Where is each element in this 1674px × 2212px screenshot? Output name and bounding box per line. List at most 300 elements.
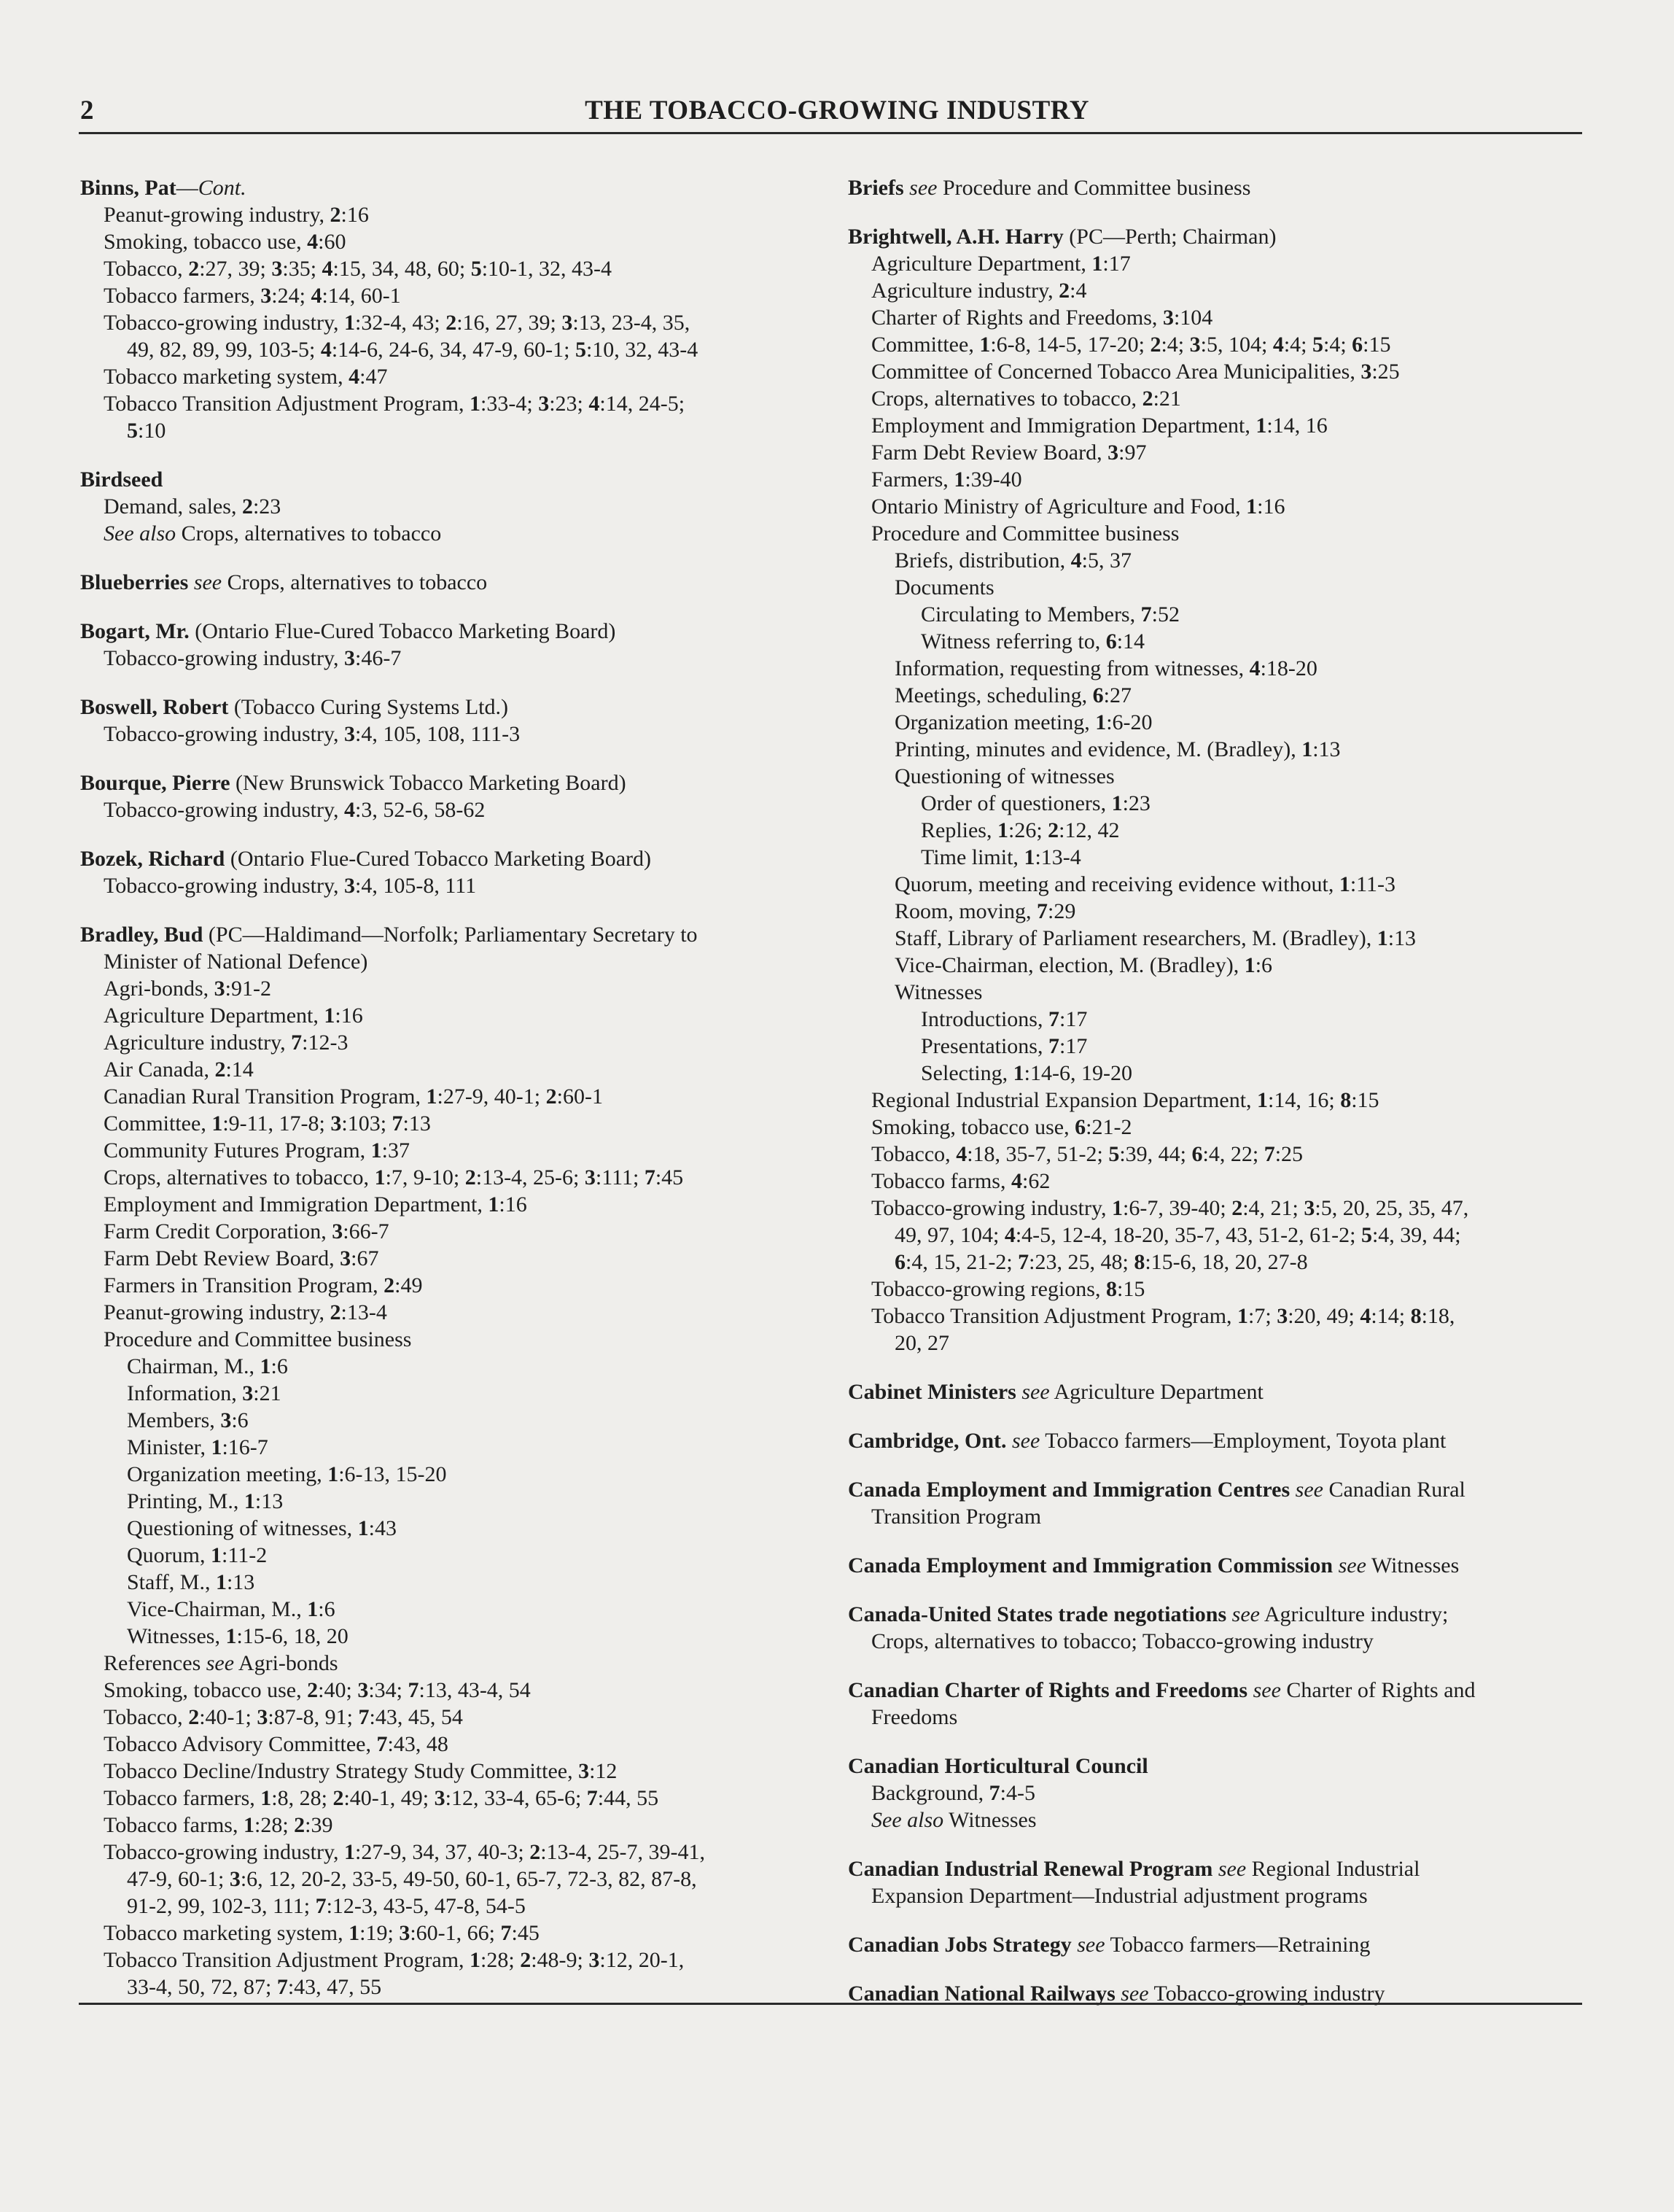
text-run: :111; [595,1165,645,1190]
index-subentry-line [80,1596,831,1623]
text-run: :6 [318,1597,335,1621]
index-subentry-line [848,1168,1584,1195]
text-run: :39, 44; [1119,1142,1192,1166]
text-run: Tobacco-growing industry, [104,798,345,822]
bold-text: Cambridge, Ont. [848,1429,1007,1453]
index-subentry-line [848,493,1584,520]
index-subentry-line [848,1276,1584,1303]
text-run: — [176,176,198,200]
index-entry [80,694,831,748]
text-run: :14 [225,1058,254,1082]
bold-text: 3 [220,1408,232,1432]
index-subentry-line [80,1191,831,1218]
text-run: :49 [394,1273,423,1297]
index-subentry-line [80,1515,831,1542]
index-subentry-line [848,655,1584,682]
index-subentry-line [80,336,831,363]
index-subentry-line [80,1623,831,1650]
index-subentry-line [848,979,1584,1006]
bold-text: 3 [1107,441,1119,465]
text-run: Tobacco-growing industry, [104,646,345,670]
index-entry [80,769,831,823]
index-subentry-line [848,547,1584,574]
text-run: Tobacco farmers, [104,284,261,308]
bold-text: 1 [244,1489,255,1513]
bold-text: 8 [1105,1277,1117,1301]
index-subentry-line [848,1882,1584,1909]
index-subentry-line [80,1029,831,1056]
index-subentry-line [848,1330,1584,1357]
index-subentry-line [848,790,1584,817]
text-run: Farmers in Transition Program, [104,1273,384,1297]
text-run: :4-5, 12-4, 18-20, 35-7, 43, 51-2, 61-2; [1015,1223,1361,1247]
index-subentry-line [80,201,831,228]
text-run: :16 [335,1004,363,1028]
bold-text: 1 [1237,1304,1249,1328]
text-run: :35; [282,257,322,281]
bold-text: 7 [376,1732,388,1756]
text-run: :34; [368,1678,408,1702]
text-run: Order of questioners, [921,791,1112,815]
text-run: :66-7 [343,1219,389,1243]
text-run: Room, moving, [895,899,1038,923]
text-run: 47-9, 60-1; [127,1867,230,1891]
text-run: :23; [549,392,589,416]
index-subentry-line [848,709,1584,736]
bold-text: 1 [307,1597,319,1621]
index-subentry-line [848,925,1584,952]
text-run: :12-3, 43-5, 47-8, 54-5 [326,1894,526,1918]
text-run: :12, 20-1, [599,1948,685,1972]
index-subentry-line [848,1114,1584,1141]
index-subentry-line [80,1461,831,1488]
text-run: Smoking, tobacco use, [104,230,308,254]
bold-text: Canada Employment and Immigration Centres [848,1478,1290,1502]
text-run: Tobacco-growing industry, [104,874,345,898]
bold-text: 7 [1048,1007,1059,1031]
bold-text: 3 [1304,1196,1315,1220]
bold-text: 3 [1277,1304,1288,1328]
index-subentry-line [848,898,1584,925]
bold-text: 4 [1249,656,1261,680]
text-run: Tobacco Transition Adjustment Program, [871,1304,1238,1328]
index-subentry-line [80,1758,831,1785]
bold-text: 1 [324,1004,335,1028]
index-entry [848,1378,1584,1405]
text-run: Briefs, distribution, [895,548,1071,573]
text-run: :26; [1008,818,1048,842]
text-run: :14, 60-1 [322,284,401,308]
bold-text: 7 [291,1031,303,1055]
text-run: Printing, M., [127,1489,244,1513]
text-run: Tobacco marketing system, [104,1921,349,1945]
bold-text: 7 [586,1786,598,1810]
text-run: Witnesses, [127,1624,226,1648]
bold-text: 2 [214,1058,226,1082]
index-heading-line [80,694,831,721]
index-subentry-line [848,466,1584,493]
index-subentry-line [848,1087,1584,1114]
text-run: :16 [340,203,369,227]
text-run: :46-7 [355,646,402,670]
text-run: Tobacco-growing industry [1148,1982,1385,2006]
bold-text: 4 [1360,1304,1371,1328]
text-run: Time limit, [921,845,1024,869]
bold-text: 1 [344,311,356,335]
bold-text: Canadian National Railways [848,1982,1116,2006]
text-run: :21 [253,1381,281,1405]
index-subentry-line [80,1542,831,1569]
bold-text: 1 [211,1111,223,1136]
text-run: Tobacco-growing regions, [871,1277,1106,1301]
text-run: :39 [305,1813,333,1837]
bold-text: 1 [488,1192,499,1216]
text-run: (Tobacco Curing Systems Ltd.) [228,695,508,719]
text-run: Canadian Rural Transition Program, [104,1084,427,1109]
text-run: :15, 34, 48, 60; [332,257,471,281]
text-run: Committee of Concerned Tobacco Area Municipalities, [871,360,1361,384]
text-run: Circulating to Members, [921,602,1141,626]
text-run: :40-1, 49; [343,1786,435,1810]
bold-text: 3 [344,646,356,670]
bold-text: Bogart, Mr. [80,619,190,643]
bold-text: 1 [1244,953,1256,977]
text-run: Witness referring to, [921,629,1106,653]
bold-text: 3 [332,1219,343,1243]
index-subentry-line [80,1812,831,1839]
index-subentry-line [80,645,831,672]
bold-text: 6 [1075,1115,1086,1139]
text-run: Replies, [921,818,997,842]
bold-text: 1 [1339,872,1350,896]
bold-text: 1 [344,1840,356,1864]
index-subentry-line [80,872,831,899]
text-run: Selecting, [921,1061,1013,1085]
index-heading-line [80,845,831,872]
text-run: Minister, [127,1435,211,1459]
text-run: :13, 23-4, 35, [572,311,690,335]
text-run: :5, 37 [1081,548,1132,573]
index-subentry-line [80,1002,831,1029]
index-heading-line [848,1476,1584,1503]
text-run: Freedoms [871,1705,958,1729]
bold-text: 4 [320,338,332,362]
text-run: :60 [318,230,346,254]
bold-text: 1 [470,392,481,416]
text-run: :44, 55 [597,1786,659,1810]
text-run: :5, 20, 25, 35, 47, [1315,1196,1469,1220]
text-run: Farm Credit Corporation, [104,1219,332,1243]
bold-text: 7 [1264,1142,1275,1166]
bold-text: 6 [1105,629,1117,653]
header-rule [79,132,1582,134]
text-run: :21 [1153,387,1181,411]
bold-text: 2 [330,203,341,227]
bold-text: 1 [211,1435,222,1459]
index-subentry-line [848,1807,1584,1833]
text-run: Procedure and Committee business [104,1327,412,1351]
index-entry [80,466,831,547]
text-run: :12-3 [302,1031,349,1055]
text-run: :43, 45, 54 [369,1705,463,1729]
text-run: :17 [1059,1007,1088,1031]
text-run: 49, 82, 89, 99, 103-5; [127,338,321,362]
text-run: :15 [1363,333,1391,357]
bold-text: 6 [1352,333,1363,357]
bold-text: 2 [332,1786,344,1810]
index-subentry-line [80,417,831,444]
text-run: Farm Debt Review Board, [871,441,1108,465]
bold-text: 2 [307,1678,319,1702]
index-entry [848,1427,1584,1454]
index-subentry-line [848,844,1584,871]
index-subentry-line [80,1569,831,1596]
text-run: Regional Industrial Expansion Department, [871,1088,1258,1112]
index-subentry-line [848,1060,1584,1087]
text-run: Farmers, [871,467,954,492]
index-subentry-line [80,1218,831,1245]
text-run: :17 [1102,252,1131,276]
text-run: :13 [254,1489,284,1513]
bold-text: 1 [470,1948,481,1972]
text-run: :13-4 [1035,845,1081,869]
bold-text: 1 [1377,926,1388,950]
text-run: Expansion Department—Industrial adjustment programs [871,1884,1368,1908]
bold-text: 3 [344,874,356,898]
italic-text: see [1231,1602,1260,1626]
index-subentry-line [80,282,831,309]
bold-text: 4 [1011,1169,1022,1193]
text-run: Air Canada, [104,1058,215,1082]
bold-text: 3 [578,1759,590,1783]
index-subentry-line [80,1245,831,1272]
bold-text: 2 [1059,279,1070,303]
text-run: Staff, M., [127,1570,216,1594]
bold-text: 2 [545,1084,557,1109]
bold-text: 1 [1111,791,1123,815]
bold-text: Canadian Jobs Strategy [848,1933,1072,1957]
index-subentry-line [80,1785,831,1812]
index-subentry-line [848,682,1584,709]
text-run: :16 [499,1192,527,1216]
text-run: :17 [1059,1034,1088,1058]
text-run: Information, requesting from witnesses, [895,656,1250,680]
text-run: :14-6, 24-6, 34, 47-9, 60-1; [331,338,575,362]
bold-text: 2 [241,494,253,519]
text-run: :16, 27, 39; [456,311,562,335]
bold-text: Briefs [848,176,904,200]
index-subentry-line [848,277,1584,304]
text-run: :15-6, 18, 20 [236,1624,349,1648]
text-run: Tobacco, [871,1142,957,1166]
bold-text: 1 [1024,845,1035,869]
text-run: :29 [1048,899,1076,923]
bold-text: 3 [229,1867,241,1891]
text-run: :16-7 [222,1435,268,1459]
italic-text: Cont. [198,176,246,200]
text-run: Agriculture industry; [1259,1602,1449,1626]
bold-text: 3 [434,1786,445,1810]
index-heading-line [848,174,1584,201]
text-run: :13-4, 25-6; [475,1165,585,1190]
index-subentry-line [80,1164,831,1191]
text-run: Crops, alternatives to tobacco, [871,387,1142,411]
index-subentry-line [848,763,1584,790]
text-run: Farm Debt Review Board, [104,1246,340,1270]
text-run: :67 [351,1246,379,1270]
text-run: :23, 25, 48; [1029,1250,1134,1274]
bold-text: 4 [322,257,333,281]
text-run: Witnesses [1366,1553,1460,1577]
text-run: :15-6, 18, 20, 27-8 [1145,1250,1308,1274]
bold-text: 1 [327,1462,339,1486]
text-run: :9-11, 17-8; [222,1111,331,1136]
index-subentry-line [80,390,831,417]
bold-text: 7 [500,1921,512,1945]
text-run: Smoking, tobacco use, [871,1115,1075,1139]
bold-text: Cabinet Ministers [848,1380,1016,1404]
index-subentry-line [80,1326,831,1353]
bold-text: 8 [1410,1304,1422,1328]
text-run: :4, 39, 44; [1371,1223,1461,1247]
index-heading-line [848,1931,1584,1958]
text-run: Vice-Chairman, M., [127,1597,308,1621]
text-run: Committee, [871,333,980,357]
bold-text: 7 [1140,602,1152,626]
text-run: Crops, alternatives to tobacco [222,570,488,594]
text-run: :24; [271,284,311,308]
bold-text: Bradley, Bud [80,923,203,947]
index-entry [848,223,1584,1357]
text-run: :4-5 [1000,1781,1035,1805]
text-run: Tobacco Transition Adjustment Program, [104,1948,470,1972]
text-run: :45 [511,1921,540,1945]
bold-text: 1 [225,1624,237,1648]
index-subentry-line [848,520,1584,547]
index-entry [848,1753,1584,1833]
text-run: :23 [1122,791,1151,815]
index-subentry-line [848,412,1584,439]
bold-text: 4 [956,1142,968,1166]
index-subentry-line [80,1731,831,1758]
text-run: 91-2, 99, 102-3, 111; [127,1894,316,1918]
text-run: :10-1, 32, 43-4 [481,257,612,281]
text-run: :16 [1257,494,1285,519]
text-run: Tobacco-growing industry, [104,722,345,746]
bold-text: 3 [257,1705,268,1729]
index-subentry-line [80,363,831,390]
bold-text: 4 [311,284,322,308]
text-run: :13 [1312,737,1341,761]
index-subentry-line [848,250,1584,277]
text-run: :4, 105, 108, 111-3 [355,722,521,746]
index-entry [848,1476,1584,1530]
index-subentry-line [848,628,1584,655]
text-run: Crops, alternatives to tobacco; Tobacco-growing industry [871,1629,1374,1653]
bold-text: 3 [1360,360,1372,384]
text-run: :4, 105-8, 111 [355,874,477,898]
italic-text: see [193,570,222,594]
bold-text: Bourque, Pierre [80,771,230,795]
text-run: Transition Program [871,1505,1042,1529]
bold-text: 4 [344,798,356,822]
bold-text: 7 [1048,1034,1059,1058]
text-run: Demand, sales, [104,494,242,519]
text-run: Witnesses [943,1808,1037,1832]
index-subentry-line [848,574,1584,601]
index-subentry-line [848,304,1584,331]
bold-text: 4 [1004,1223,1016,1247]
text-run: Presentations, [921,1034,1048,1058]
bold-text: 2 [188,257,200,281]
bold-text: 3 [330,1111,342,1136]
text-run: :23 [252,494,281,519]
bold-text: 3 [271,257,283,281]
text-run: Tobacco farms, [871,1169,1011,1193]
index-subentry-line [80,948,831,975]
bold-text: 2 [384,1273,395,1297]
running-head: THE TOBACCO-GROWING INDUSTRY [585,96,1089,125]
index-subentry-line [80,1434,831,1461]
bold-text: Canada Employment and Immigration Commission [848,1553,1334,1577]
bold-text: Canadian Charter of Rights and Freedoms [848,1678,1248,1702]
text-run: Tobacco farmers, [104,1786,261,1810]
bold-text: 4 [1272,333,1284,357]
text-run: Employment and Immigration Department, [104,1192,488,1216]
text-run: Questioning of witnesses [895,764,1115,788]
index-subentry-line [848,871,1584,898]
italic-text: see [1295,1478,1323,1502]
index-subentry-line [848,1780,1584,1807]
index-heading-line [80,569,831,596]
index-entry [848,1601,1584,1655]
index-subentry-line [848,439,1584,466]
text-run: :43 [368,1516,397,1540]
text-run: Organization meeting, [895,710,1096,734]
bold-text: 7 [358,1705,370,1729]
bold-text: 3 [1189,333,1201,357]
bold-text: Blueberries [80,570,189,594]
text-run: Tobacco Transition Adjustment Program, [104,392,470,416]
index-subentry-line [848,1704,1584,1731]
text-run [1290,1478,1296,1502]
text-run: :13 [226,1570,255,1594]
index-subentry-line [80,255,831,282]
text-run: :14, 24-5; [599,392,685,416]
text-run: :14-6, 19-20 [1024,1061,1132,1085]
text-run: Procedure and Committee business [937,176,1251,200]
text-run: :6, 12, 20-2, 33-5, 49-50, 60-1, 65-7, 72-3, 82, 87-8, [240,1867,697,1891]
text-run: :15 [1351,1088,1379,1112]
text-run: Meetings, scheduling, [895,683,1093,707]
bold-text: 7 [1018,1250,1029,1274]
index-subentry-line [80,1488,831,1515]
text-run: :27, 39; [199,257,272,281]
index-subentry-line [80,975,831,1002]
text-run: Agriculture industry, [104,1031,292,1055]
text-run: :7; [1248,1304,1277,1328]
text-run: Agriculture industry, [871,279,1059,303]
bold-text: 3 [340,1246,351,1270]
index-subentry-line [848,1249,1584,1276]
italic-text: see [1338,1553,1366,1577]
bold-text: 1 [1095,710,1107,734]
text-run: :28; [480,1948,521,1972]
bold-text: 3 [399,1921,410,1945]
index-subentry-line [80,1677,831,1704]
index-subentry-line [848,1303,1584,1330]
text-run: :13 [402,1111,431,1136]
